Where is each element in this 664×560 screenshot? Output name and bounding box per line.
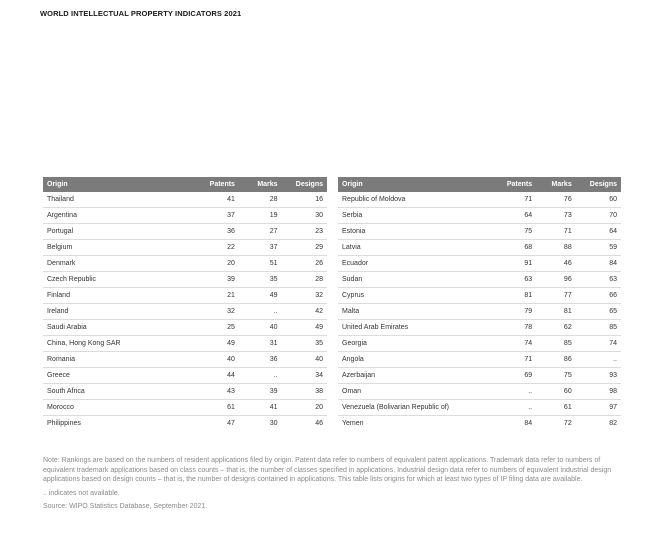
table-row: [338, 384, 621, 400]
column-header-designs: Designs: [282, 177, 327, 192]
cell-designs: 74: [576, 336, 621, 352]
cell-marks: 19: [239, 208, 282, 224]
table-body: [43, 192, 327, 431]
cell-origin: Latvia: [338, 240, 480, 256]
cell-origin: Azerbaijan: [338, 368, 480, 384]
cell-designs: 46: [315, 420, 323, 427]
cell-patents: 40: [191, 352, 239, 368]
table-row: [43, 368, 327, 384]
cell-designs: 26: [282, 256, 327, 272]
cell-designs: 30: [282, 208, 327, 224]
cell-origin: China, Hong Kong SAR: [43, 336, 191, 352]
cell-marks: 76: [536, 192, 576, 208]
cell-designs: 84: [576, 256, 621, 272]
cell-marks: ..: [239, 368, 282, 384]
not-available-note: .. indicates not available.: [43, 489, 120, 497]
cell-origin: Portugal: [43, 224, 191, 240]
table-header-row: [43, 177, 327, 192]
table-row: [338, 304, 621, 320]
cell-origin: Denmark: [43, 256, 191, 272]
table-row: [43, 352, 327, 368]
cell-marks: 75: [536, 368, 576, 384]
cell-origin: Ireland: [43, 304, 191, 320]
cell-origin: Greece: [43, 368, 191, 384]
table-row: [338, 272, 621, 288]
table-row: [43, 208, 327, 224]
note-text: Note: Rankings are based on the numbers of resident applications filed by origin. Patent data refer to numbers of equivalent patent applications. Trademark data refer to numbers of equivalent trademark applications based on class counts – that is, the number of classes specified in applications. Industrial design data refer to numbers of equivalent industrial design applications based on design counts – that is, the number of designs contained in applications. This table lists origins for which at least two types of IP filing data are available.: [43, 457, 612, 484]
column-header-origin: Origin: [43, 177, 191, 192]
cell-patents: 25: [191, 320, 239, 336]
cell-patents: ..: [480, 400, 537, 416]
cell-designs: 32: [282, 288, 327, 304]
cell-patents: 91: [480, 256, 537, 272]
table-row: [338, 224, 621, 240]
cell-origin: Saudi Arabia: [43, 320, 191, 336]
cell-origin: South Africa: [43, 384, 191, 400]
cell-patents: 44: [191, 368, 239, 384]
cell-patents: 41: [191, 192, 239, 208]
cell-designs: 42: [282, 304, 327, 320]
column-header-marks: Marks: [239, 177, 282, 192]
cell-designs: 38: [282, 384, 327, 400]
page-header: WORLD INTELLECTUAL PROPERTY INDICATORS 2021: [40, 9, 242, 18]
table-row: [43, 240, 327, 256]
cell-designs: 97: [576, 400, 621, 416]
cell-designs: 66: [576, 288, 621, 304]
table-row: [338, 352, 621, 368]
table-row: [43, 320, 327, 336]
cell-designs: 70: [576, 208, 621, 224]
cell-patents: 36: [191, 224, 239, 240]
cell-marks: 31: [239, 336, 282, 352]
cell-patents: 81: [480, 288, 537, 304]
cell-designs: 59: [576, 240, 621, 256]
cell-patents: 64: [480, 208, 537, 224]
cell-marks: 46: [536, 256, 576, 272]
cell-patents: 47: [227, 420, 235, 427]
cell-origin: Angola: [338, 352, 480, 368]
cell-designs: 65: [576, 304, 621, 320]
cell-designs: 16: [282, 192, 327, 208]
table-header-row: [338, 177, 621, 192]
cell-marks: 51: [239, 256, 282, 272]
cell-origin: Morocco: [43, 400, 191, 416]
cell-patents: 63: [480, 272, 537, 288]
column-header-designs: Designs: [576, 177, 621, 192]
cell-designs: 82: [609, 420, 617, 427]
column-header-patents: Patents: [480, 177, 537, 192]
cell-patents: 71: [480, 192, 537, 208]
cell-marks: 81: [536, 304, 576, 320]
cell-designs: 49: [282, 320, 327, 336]
cell-patents: 78: [480, 320, 537, 336]
cell-designs: 29: [282, 240, 327, 256]
cell-designs: 64: [576, 224, 621, 240]
cell-origin: Belgium: [43, 240, 191, 256]
cell-marks: 36: [239, 352, 282, 368]
cell-marks: 88: [536, 240, 576, 256]
cell-marks: 30: [269, 420, 278, 427]
table-row: [43, 416, 327, 432]
table-row: [338, 400, 621, 416]
cell-origin: Georgia: [338, 336, 480, 352]
cell-designs: 63: [576, 272, 621, 288]
cell-origin: Philippines: [47, 420, 81, 427]
cell-marks: 86: [536, 352, 576, 368]
cell-patents: 37: [191, 208, 239, 224]
cell-patents: ..: [480, 384, 537, 400]
cell-origin: Republic of Moldova: [338, 192, 480, 208]
cell-marks: 72: [563, 420, 572, 427]
cell-origin: Cyprus: [338, 288, 480, 304]
cell-marks: 71: [536, 224, 576, 240]
cell-patents: 32: [191, 304, 239, 320]
cell-origin: Finland: [43, 288, 191, 304]
cell-designs: 40: [282, 352, 327, 368]
cell-marks: 41: [239, 400, 282, 416]
cell-patents: 74: [480, 336, 537, 352]
cell-marks: 73: [536, 208, 576, 224]
cell-patents: 22: [191, 240, 239, 256]
table-row: [43, 400, 327, 416]
cell-designs: 35: [282, 336, 327, 352]
cell-marks: 27: [239, 224, 282, 240]
table-row: [43, 304, 327, 320]
cell-marks: 96: [536, 272, 576, 288]
ranking-table-right: [338, 177, 621, 431]
cell-patents: 84: [524, 420, 533, 427]
cell-patents: 39: [191, 272, 239, 288]
table-row: [338, 288, 621, 304]
cell-designs: 60: [576, 192, 621, 208]
cell-origin: Argentina: [43, 208, 191, 224]
table-row: [338, 208, 621, 224]
table-body: [338, 192, 621, 431]
cell-designs: 85: [576, 320, 621, 336]
cell-marks: 28: [239, 192, 282, 208]
cell-marks: 37: [239, 240, 282, 256]
table-row: [338, 256, 621, 272]
cell-marks: 49: [239, 288, 282, 304]
cell-marks: ..: [239, 304, 282, 320]
cell-origin: Venezuela (Bolivarian Republic of): [338, 400, 480, 416]
cell-patents: 69: [480, 368, 537, 384]
table-row: [43, 224, 327, 240]
table-row: [43, 384, 327, 400]
ranking-table-left: [43, 177, 327, 431]
cell-marks: 85: [536, 336, 576, 352]
cell-patents: 61: [191, 400, 239, 416]
cell-patents: 79: [480, 304, 537, 320]
table-row: [43, 288, 327, 304]
cell-origin: Oman: [338, 384, 480, 400]
table-row: [43, 272, 327, 288]
cell-origin: United Arab Emirates: [338, 320, 480, 336]
cell-patents: 21: [191, 288, 239, 304]
table-row: [43, 336, 327, 352]
cell-origin: Romania: [43, 352, 191, 368]
cell-origin: Sudan: [338, 272, 480, 288]
table-row: [338, 368, 621, 384]
table-row: [338, 192, 621, 208]
cell-marks: 35: [239, 272, 282, 288]
table-row: [43, 256, 327, 272]
column-header-patents: Patents: [191, 177, 239, 192]
table-notes: [43, 456, 621, 516]
cell-marks: 77: [536, 288, 576, 304]
table-row: [338, 336, 621, 352]
cell-designs: 23: [282, 224, 327, 240]
cell-patents: 75: [480, 224, 537, 240]
cell-patents: 68: [480, 240, 537, 256]
cell-marks: 60: [536, 384, 576, 400]
cell-origin: Ecuador: [338, 256, 480, 272]
cell-designs: 28: [282, 272, 327, 288]
cell-marks: 62: [536, 320, 576, 336]
table-row: [338, 320, 621, 336]
cell-patents: 49: [191, 336, 239, 352]
cell-patents: 71: [480, 352, 537, 368]
cell-marks: 61: [536, 400, 576, 416]
table-row: [338, 240, 621, 256]
cell-patents: 43: [191, 384, 239, 400]
cell-origin: Czech Republic: [43, 272, 191, 288]
column-header-marks: Marks: [536, 177, 576, 192]
cell-designs: 34: [282, 368, 327, 384]
cell-designs: 93: [576, 368, 621, 384]
table-row: [338, 416, 621, 432]
cell-origin: Serbia: [338, 208, 480, 224]
cell-origin: Yemen: [342, 420, 364, 427]
source-note: Source: WIPO Statistics Database, September 2021.: [43, 503, 208, 511]
cell-patents: 20: [191, 256, 239, 272]
column-header-origin: Origin: [338, 177, 480, 192]
cell-designs: 20: [282, 400, 327, 416]
cell-marks: 39: [239, 384, 282, 400]
cell-origin: Estonia: [338, 224, 480, 240]
cell-designs: 98: [576, 384, 621, 400]
cell-designs: ..: [576, 352, 621, 368]
cell-marks: 40: [239, 320, 282, 336]
cell-origin: Thailand: [43, 192, 191, 208]
cell-origin: Malta: [338, 304, 480, 320]
table-row: [43, 192, 327, 208]
